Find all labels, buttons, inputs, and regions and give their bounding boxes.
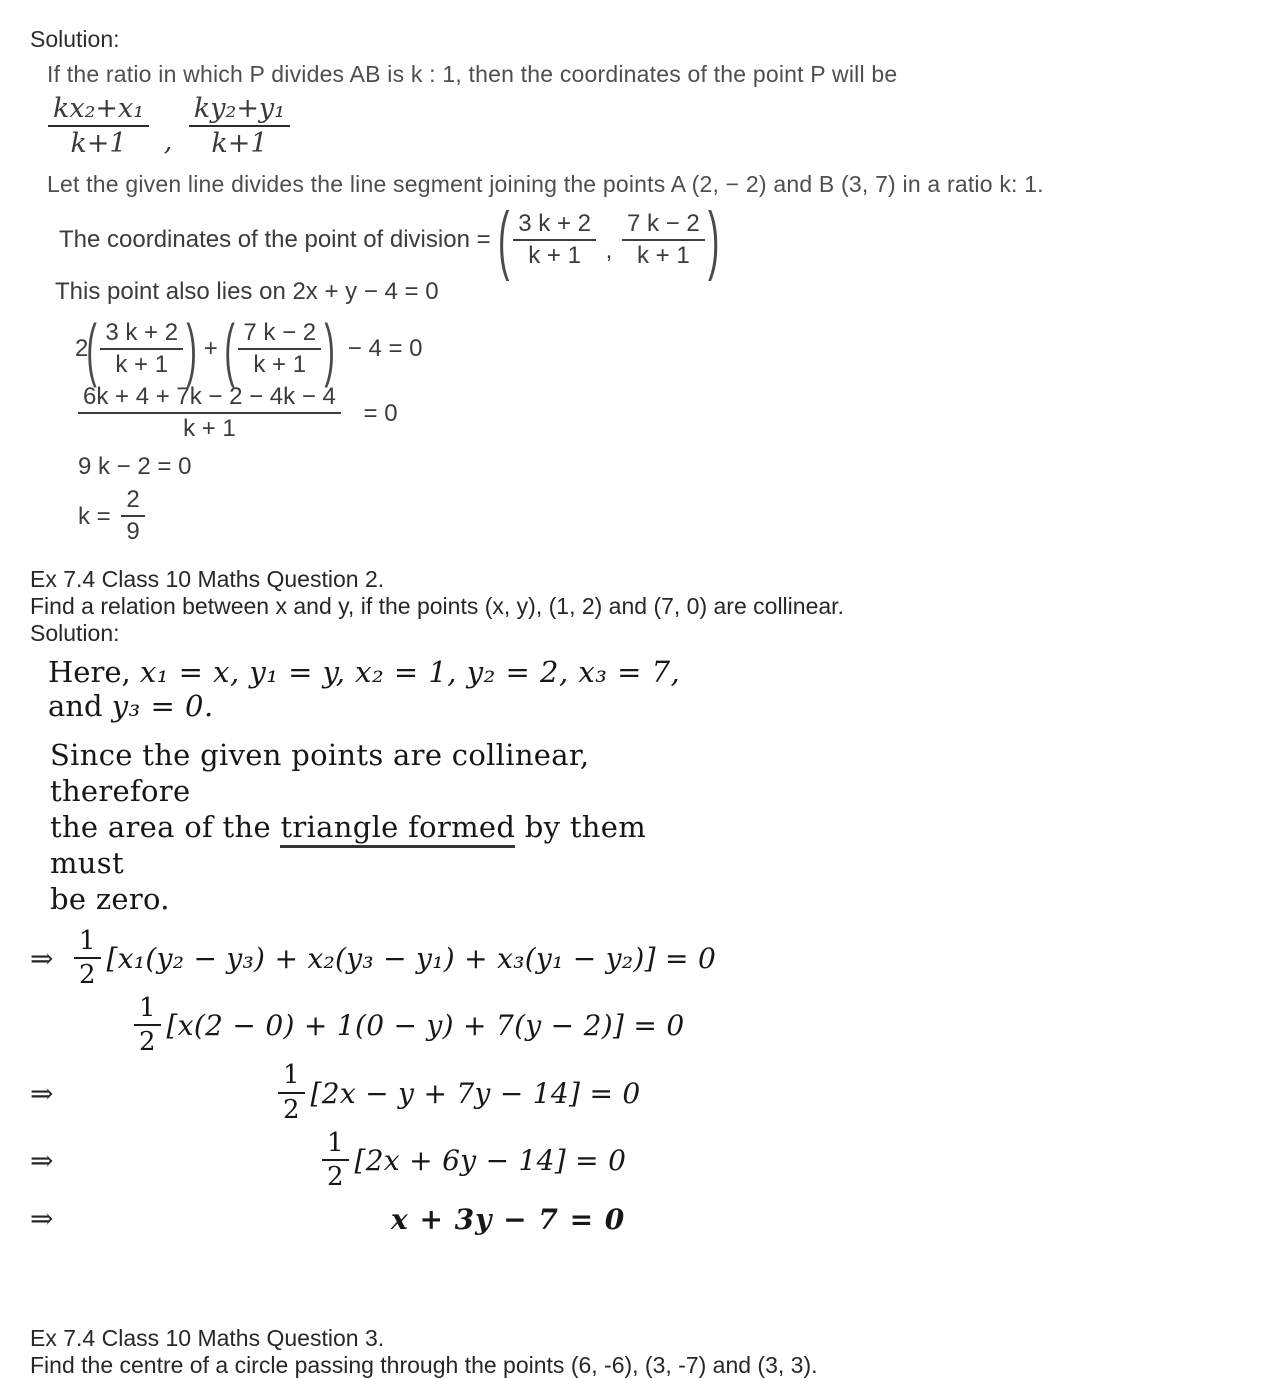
equation-body: [x(2 − 0) + 1(0 − y) + 7(y − 2)] = 0	[166, 1009, 685, 1043]
fraction-denominator: k + 1	[238, 348, 321, 379]
line-condition-text: This point also lies on 2x + y − 4 = 0	[55, 277, 439, 305]
equation-step	[30, 994, 1245, 1057]
underlined-text: triangle formed	[280, 810, 515, 848]
equation-suffix: − 4 = 0	[347, 335, 423, 363]
solution-heading: Solution:	[30, 26, 120, 52]
fraction-numerator: 1	[79, 925, 96, 956]
fraction-numerator: 3 k + 2	[518, 209, 591, 237]
comma-separator: ,	[605, 237, 613, 265]
fraction-numerator: 6k + 4 + 7k − 2 − 4k − 4	[83, 383, 336, 411]
solution-1-section	[30, 26, 1245, 546]
paragraph-line: be zero.	[50, 881, 170, 916]
equation-body: [2x + 6y − 14] = 0	[354, 1143, 627, 1177]
fraction-denominator: 2	[74, 957, 101, 990]
derivation-steps	[30, 927, 1245, 1240]
fraction-denominator: 2	[322, 1159, 349, 1192]
substituted-fraction-x	[100, 320, 183, 379]
fraction-denominator: k + 1	[513, 239, 596, 270]
equation-prefix: k =	[78, 502, 111, 530]
section-ratio-formula	[48, 94, 1245, 159]
comma-separator: ,	[163, 126, 173, 158]
given-math: y₃ = 0.	[111, 688, 214, 723]
question-2-prompt: Find a relation between x and y, if the points (x, y), (1, 2) and (7, 0) are collinear.	[30, 592, 844, 619]
simplified-equation	[78, 384, 1245, 443]
intro-text: If the ratio in which P divides AB is k : 1, then the coordinates of the point P will be	[47, 61, 898, 87]
equation-prefix: The coordinates of the point of division =	[59, 226, 491, 254]
final-relation: x + 3y − 7 = 0	[391, 1202, 626, 1236]
fraction-numerator: 7 k − 2	[627, 209, 700, 237]
ratio-fraction-y	[189, 94, 290, 159]
given-math: x₁ = x, y₁ = y, x₂ = 1, y₂ = 2, x₃ = 7,	[139, 654, 681, 689]
substituted-fraction-y	[238, 320, 321, 379]
paragraph-text: by them must	[50, 809, 647, 880]
fraction-denominator: k + 1	[622, 239, 705, 270]
fraction-denominator: 9	[121, 515, 144, 546]
k-value-fraction	[121, 487, 144, 546]
fraction-numerator: 3 k + 2	[105, 318, 179, 346]
half-fraction	[322, 1129, 349, 1192]
fraction-denominator: k + 1	[78, 412, 341, 443]
half-fraction	[278, 1061, 305, 1124]
implies-arrow: ⇒	[30, 1201, 54, 1235]
coordinate-fraction-x	[513, 211, 596, 270]
fraction-denominator: 2	[134, 1024, 161, 1057]
plus-operator: +	[203, 335, 218, 363]
fraction-numerator: 1	[283, 1060, 300, 1091]
fraction-numerator: ky₂+y₁	[193, 93, 286, 124]
given-line	[48, 689, 1245, 723]
fraction-denominator: k+1	[48, 125, 149, 159]
solution-heading: Solution:	[30, 619, 120, 646]
equation-step-final	[30, 1200, 1245, 1240]
question-2-title: Ex 7.4 Class 10 Maths Question 2.	[30, 565, 385, 592]
paragraph-line: Since the given points are collinear, therefore	[50, 737, 590, 808]
assumption-text: Let the given line divides the line segment joining the points A (2, − 2) and B (3, 7) in a ratio k: 1.	[47, 171, 1044, 198]
open-paren: (	[224, 309, 236, 388]
equation-body: [x₁(y₂ − y₃) + x₂(y₃ − y₁) + x₃(y₁ − y₂)] = 0	[106, 942, 717, 976]
fraction-numerator: 2	[126, 486, 140, 514]
question-2-section	[30, 566, 1245, 1240]
coefficient: 2	[75, 335, 89, 363]
equation-step	[30, 1129, 1245, 1192]
fraction-denominator: k+1	[189, 125, 290, 159]
question-3-title: Ex 7.4 Class 10 Maths Question 3.	[30, 1324, 385, 1351]
implies-arrow: ⇒	[30, 1076, 54, 1110]
given-line	[48, 655, 1245, 689]
coordinates-equation	[55, 197, 1245, 283]
fraction-numerator: 1	[139, 993, 156, 1024]
paragraph-text: the area of the	[50, 809, 281, 844]
substitution-equation	[75, 309, 1245, 388]
equation-body: [2x − y + 7y − 14] = 0	[310, 1076, 641, 1110]
close-paren: )	[324, 309, 335, 388]
linear-equation: 9 k − 2 = 0	[78, 453, 192, 481]
ratio-fraction-x	[48, 94, 149, 159]
fraction-numerator: kx₂+x₁	[53, 93, 145, 124]
question-3-prompt: Find the centre of a circle passing through the points (6, -6), (3, -7) and (3, 3).	[30, 1351, 818, 1378]
implies-arrow: ⇒	[30, 1143, 54, 1177]
implies-arrow: ⇒	[30, 942, 54, 976]
close-paren: )	[708, 197, 720, 283]
fraction-denominator: k + 1	[100, 348, 183, 379]
given-and: and	[48, 688, 112, 723]
paragraph-line	[50, 809, 690, 881]
open-paren: (	[86, 309, 98, 388]
equation-step	[30, 927, 1245, 990]
k-value-equation	[78, 487, 1245, 546]
combined-fraction	[78, 384, 341, 443]
fraction-numerator: 7 k − 2	[243, 318, 317, 346]
fraction-numerator: 1	[327, 1127, 344, 1158]
given-intro: Here,	[48, 654, 140, 689]
coordinate-fraction-y	[622, 211, 705, 270]
given-values-block	[48, 655, 1245, 723]
equation-step	[30, 1061, 1245, 1124]
half-fraction	[74, 927, 101, 990]
fraction-denominator: 2	[278, 1092, 305, 1125]
open-paren: (	[498, 197, 510, 283]
half-fraction	[134, 994, 161, 1057]
close-paren: )	[186, 309, 197, 388]
equation-suffix: = 0	[363, 399, 398, 427]
collinear-paragraph	[50, 737, 690, 917]
